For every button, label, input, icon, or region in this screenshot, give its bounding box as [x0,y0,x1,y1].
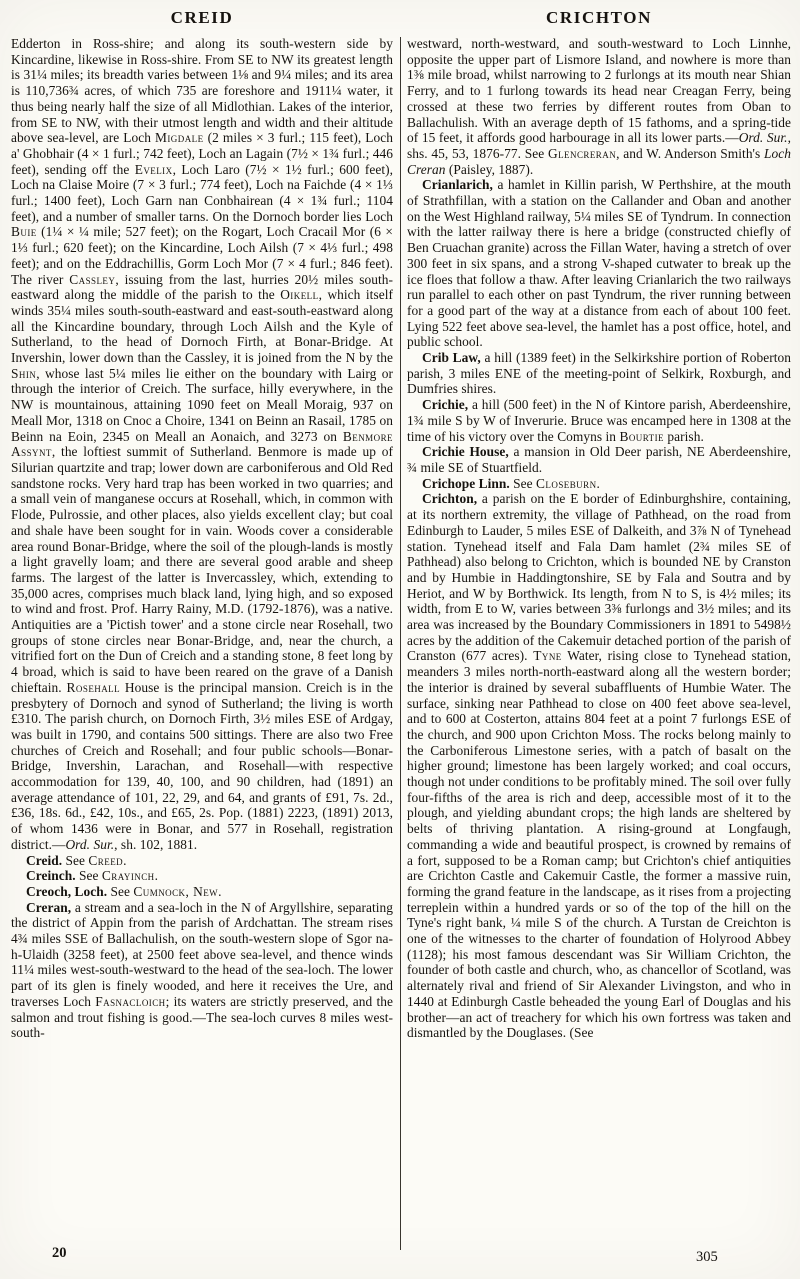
text-segment: . [596,475,600,491]
entry-name: Crichie House, [422,444,509,460]
text-segment: Benmore Assynt [11,428,393,460]
text-segment: Ord. Sur. [738,130,788,146]
text-segment: Ord. Sur. [65,836,115,852]
paragraph [11,853,393,869]
text-segment: , Loch Laro (7½ × 1½ furl.; 600 feet), Loch na Claise Moire (7 × 3 furl.; 774 feet), Loch na Faichde (4 × 1⅓ furl.; 1400 feet), Loch Garn nan Conbhairean (4 × 1¾ furl.; 1104 feet), and a number of smaller tarns. On the Dornoch border lies Loch [11,161,393,224]
text-segment: (2 miles × 3 furl.; 115 feet), Loch a' Ghobhair (4 × 1 furl.; 742 feet), Loch an Lagain (7½ × 1¾ furl.; 446 feet), sending off the [11,130,394,177]
text-segment: , and W. Anderson Smith's [616,145,765,161]
text-segment: . [123,852,127,868]
right-column [407,6,791,1041]
paragraph [407,476,791,492]
text-segment: a stream and a sea-loch in the N of Argyllshire, separating the district of Appin from the parish of Ardchattan. The stream rises 4¾ miles SSE of Ballachulish, on the south-western slope of Sgor na-h-Ulaidh (3258 feet), at 2500 feet above sea-level, and thence winds 11¼ miles west-south-westward to the head of the sea-loch. The lower part of its glen is finely wooded, and here it receives the Ure, and traverses Loch [11,899,393,1009]
left-column-text [11,36,393,1041]
text-segment: (Paisley, 1887). [445,161,534,177]
text-segment: Cumnock, New [133,883,219,899]
text-segment: Bourtie [619,428,665,444]
text-segment: a mansion in Old Deer parish, NE Aberdeenshire, ¾ mile SE of Stuartfield. [407,444,792,475]
paragraph [407,350,791,397]
text-segment: Evelix [134,161,173,177]
text-segment: ; its waters are strictly preserved, and the salmon and trout fishing is good.—The sea-loch curves 8 miles west-south- [11,993,394,1041]
text-segment: See [75,868,102,884]
paragraph [407,177,791,350]
text-segment: a hill (1389 feet) in the Selkirkshire portion of Roberton parish, 3 miles ENE of the meeting-point of Selkirk, Roxburgh, and Dumfries shires. [407,350,791,397]
paragraph [407,397,791,444]
text-segment: See [509,475,537,491]
page-number-left: 20 [52,1245,67,1261]
text-segment: , shs. 45, 53, 1876-77. See [407,130,791,161]
text-segment: Cassley [69,271,116,287]
paragraph [407,444,791,475]
text-segment: a parish on the E border of Edinburghshire, containing, at its northern extremity, the village of Pathhead, on the road from Edinburgh to Lauder, 5 miles ESE of Dalkeith, and 3⅞ N of Tynehead station. Tynehead itself and Fala Dam hamlet (2¾ miles SE of Pathhead) also belong to Crichton, which is bounded NE by Cranston and by Humbie in Haddingtonshire, SE by Fala and Soutra and by Heriot, and W by Borthwick. Its length, from N to S, is 4½ miles; its width, from E to W, varies between 3⅜ furlongs and 3½ miles; and its area was increased by the Boundary Commissioners in 1891 to 5498½ acres by the addition of the Cakemuir detached portion of the parish of Cranston (677 acres). [407,491,791,664]
text-segment: Oikell [280,287,319,303]
text-segment: , which itself winds 35¼ miles south-south-eastward and east-south-eastward along all the Kincardine boundary, through Loch Ailsh and the Kyle of Sutherland, to the head of Dornoch Firth, at Bonar-Bridge. At Invershin, lower down than the Cassley, it is joined from the N by the [11,287,393,366]
paragraph [11,36,393,853]
text-segment: Shin [11,365,37,381]
text-segment: Rosehall [66,679,121,695]
text-segment: House is the principal mansion. Creich is in the presbytery of Dornoch and synod of Sutherland; the living is worth £310. The parish church, on Dornoch Firth, 3½ miles ESE of Ardgay, was built in 1790, and contains 500 sittings. There are also two Free churches of Creich and Rosehall; and four public schools—Bonar-Bridge, Invershin, Larachan, and Rosehall—with respective accommodation for 139, 40, 100, and 90 children, had (1891) an average attendance of 101, 22, 29, and 64, and grants of £91, 7s. 2d., £36, 18s. 6d., £42, 10s., and £65, 2s. Pop. (1881) 2223, (1891) 2013, of whom 1436 were in Bonar, and 577 in Rosehall, registration district.— [11,679,393,852]
text-segment: . [154,868,159,884]
text-segment: a hill (500 feet) in the N of Kintore parish, Aberdeenshire, 1¾ mile S by W of Inverurie. Bruce was encamped here in 1308 at the time of his victory over the Comyns in [407,397,791,444]
text-segment: , sh. 102, 1881. [114,836,198,852]
text-segment: Migdale [155,130,204,146]
entry-name: Crianlarich, [422,177,493,193]
page-number-right: 305 [696,1249,718,1265]
right-column-text [407,36,791,1041]
text-segment: Closeburn [536,475,597,491]
text-segment: Crayinch [101,868,155,884]
paragraph [407,36,791,177]
entry-name: Crib Law, [422,350,481,366]
text-segment: Creed [88,852,124,868]
text-segment: westward, north-westward, and south-westward to Loch Linnhe, opposite the upper part of Lismore Island, and nowhere is more than 1⅜ mile broad, whilst narrowing to 2 furlongs at its mouth near Shian Ferry, and to 1 furlong towards its head near Creagan Ferry, being crossed at these two ferries by different routes from Oban to Ballachulish. With an average depth of 15 fathoms, and a spring-tide of 15 feet, it affords good harbourage in all its lower parts.— [407,36,791,146]
text-segment: parish. [664,428,704,444]
text-segment: a hamlet in Killin parish, W Perthshire, at the mouth of Strathfillan, with a station on the Callander and Oban and another on the West Highland railway, 5¼ miles SE of Tyndrum. In connection with the latter railway there is here a bridge (constructed chiefly of Ben Cruachan granite) across the Fillan Water, having a stretch of over 300 feet in six spans, and a strong V-shaped cutwater to break up the ice floes that follow a thaw. After leaving Crianlarich the two railways run parallel to each other on past Tyndrum, the river running between for a good part of the way at a distance from each of about 100 feet. Lying 522 feet above sea-level, the hamlet has a post office, hotel, and public school. [407,177,791,350]
text-segment: Edderton in Ross-shire; and along its south-western side by Kincardine, likewise in Ross-shire. From SE to NW its greatest length is 31¼ miles; its breadth varies between 1⅛ and 9¼ miles; and its area is 110,736¾ acres, of which 735 are foreshore and 1911¼ water, it thus being nearly half the size of all Midlothian. Lakes of the interior, from SE to NW, with their utmost length and width and their altitude above sea-level, are Loch [11,36,393,146]
text-segment: See [107,883,134,899]
entry-name: Creoch, Loch. [26,883,108,899]
text-segment: Glencreran [547,145,617,161]
entry-name: Creran, [26,899,72,915]
text-segment: , whose last 5¼ miles lie either on the boundary with Lairg or through the interior of Creich. The surface, hilly everywhere, in the NW is mountainous, attaining 1090 feet on Meall Moraig, 937 on Meall Mor, 1318 on Cnoc a Choire, 1341 on Beinn an Rasail, 1785 on Beinn na Eoin, 2345 on Meall an Aonaich, and 3273 on [11,365,393,444]
paragraph [11,884,393,900]
text-segment: Water, rising close to Tynehead station, meanders 3 miles north-north-eastward along all the western border; the interior is drained by several subaffluents of Humbie Water. The surface, sinking near Pathhead to close on 400 feet above sea-level, and to 600 at Costerton, attains 804 feet at a point 7 furlongs ESE of the church, and 900 upon Crichton Moss. The rocks belong mainly to the Carboniferous Limestone series, with a patch of basalt on the higher ground; limestone has been largely worked; and coal occurs, though not under conditions to be profitably mined. The soil over fully four-fifths of the area is rich and deep, accessible most of it to the plough, and yielding abundant crops; the high lands are sheltered by belts of thriving plantation. A rising-ground at Longfaugh, commanding a wide and beautiful prospect, is crowned by remains of a fort, supposed to be a Roman camp; but Crichton's chief antiquities are Crichton Castle and Cakemuir Castle, the former a massive ruin, forming the grand feature in the landscape, as it rises from a projecting terreplein within a hundred yards or so of the top of the hill on the Tyne's right bank, ¼ mile S of the church. A Turstan de Creichton is one of the witnesses to the charter of foundation of Holyrood Abbey (1128); his most famous descendant was Sir William Crichton, the founder of both castle and church, who, as chancellor of Scotland, was alternately rival and friend of Sir Alexander Livingston, and who in 1440 at Edinburgh Castle beheaded the young Earl of Douglas and his brother—an act of treachery for which his own fortress was taken and dismantled by the Douglases. (See [407,648,791,1041]
running-head-left: CREID [170,8,234,27]
running-head-right: CRICHTON [545,8,652,27]
text-segment: Loch Creran [407,145,792,177]
paragraph [11,900,393,1041]
text-segment: . [218,883,222,899]
entry-name: Crichie, [422,397,469,413]
text-segment: (1¼ × ¼ mile; 527 feet); on the Rogart, Loch Cracail Mor (6 × 1⅓ furl.; 620 feet); on the Kincardine, Loch Ailsh (7 × 4⅓ furl.; 498 feet); and on the Eddrachillis, Gorm Loch Mor (7 × 4 furl.; 846 feet). The river [11,224,393,287]
text-segment: Fasnacloich [95,993,166,1009]
entry-name: Crichton, [422,491,478,507]
text-segment: , the loftiest summit of Sutherland. Benmore is made up of Silurian quartzite and trap; lower down are carboniferous and Old Red sandstone rocks. Very hard trap has been worked in two quarries; and a small vein of manganese occurs at Rosehall, which, in common with Flode, Pulrossie, and other places, also yields excellent clay; but coal and shale have been sought for in vain. Woods cover a considerable area round Bonar-Bridge, where the soil of the plough-lands is mostly a light gravelly loam; and there are several good arable and sheep farms. The largest of the latter is Invercassley, which, extending to 35,000 acres, comprises much black land, lying high, and so exposed to wind and frost. Prof. Harry Rainy, M.D. (1792-1876), was a native. Antiquities are a 'Pictish tower' and a stone circle near Rosehall, two groups of stone circles near Bonar-Bridge, and, near the church, a vitrified fort on the Dun of Creich and a standing stone, 8 feet long by 4 broad, which is said to have been reared on the grave of a Danish chieftain. [11,444,393,695]
column-divider-rule [400,37,401,1250]
text-segment: Buie [11,224,37,240]
entry-name: Crichope Linn. [422,475,510,491]
text-segment: Tyne [533,648,562,664]
text-segment: , issuing from the last, hurries 20½ miles south-eastward along the middle of the parish to the [11,271,394,303]
entry-name: Creid. [26,852,63,868]
paragraph [407,491,791,1041]
left-column [11,6,393,1041]
entry-name: Creinch. [26,868,76,884]
paragraph [11,868,393,884]
text-segment: See [62,852,89,868]
